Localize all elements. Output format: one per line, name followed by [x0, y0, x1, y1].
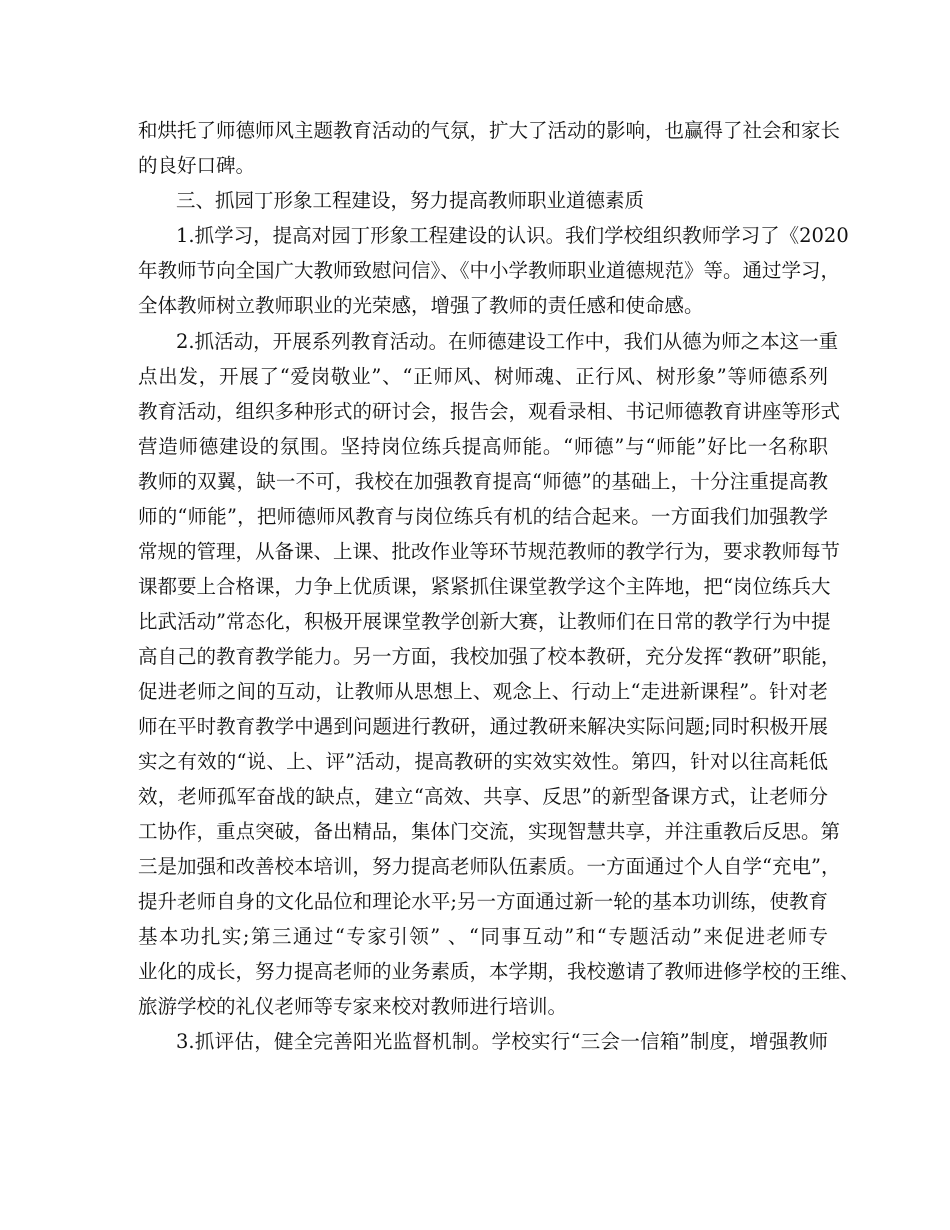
text-line: 效，老师孤军奋战的缺点，建立“高效、共享、反思”的新型备课方式，让老师分: [138, 785, 828, 808]
text-line: 教育活动，组织多种形式的研讨会，报告会，观看录相、书记师德教育讲座等形式: [138, 400, 841, 423]
text-line: 旅游学校的礼仪老师等专家来校对教师进行培训。: [138, 995, 568, 1018]
text-line: 常规的管理，从备课、上课、批改作业等环节规范教师的教学行为，要求教师每节: [138, 540, 841, 563]
text-line: 工协作，重点突破，备出精品，集体门交流，实现智慧共享，并注重教后反思。第: [138, 820, 841, 843]
text-line: 全体教师树立教师职业的光荣感，增强了教师的责任感和使命感。: [138, 294, 704, 317]
text-line: 的良好口碑。: [138, 154, 256, 177]
text-line: 业化的成长，努力提高老师的业务素质，本学期，我校邀请了教师进修学校的王维、: [138, 960, 860, 983]
text-line: 营造师德建设的氛围。坚持岗位练兵提高师能。“师德”与“师能”好比一名称职: [138, 435, 828, 458]
text-line: 实之有效的“说、上、评”活动，提高教研的实效实效性。第四，针对以往高耗低: [138, 750, 828, 773]
text-line: 高自己的教育教学能力。另一方面，我校加强了校本教研，充分发挥“教研”职能，: [138, 645, 841, 668]
text-line: 比武活动”常态化，积极开展课堂教学创新大赛，让教师们在日常的教学行为中提: [138, 610, 831, 633]
text-line: 教师的双翼，缺一不可，我校在加强教育提高“师德”的基础上，十分注重提高教: [138, 470, 828, 493]
text-line: 3.抓评估，健全完善阳光监督机制。学校实行“三会一信箱”制度，增强教师: [176, 1030, 828, 1053]
text-line: 三是加强和改善校本培训，努力提高老师队伍素质。一方面通过个人自学“充电”，: [138, 855, 841, 878]
text-line: 师的“师能”，把师德师风教育与岗位练兵有机的结合起来。一方面我们加强教学: [138, 505, 828, 528]
text-line: 和烘托了师德师风主题教育活动的气氛，扩大了活动的影响，也赢得了社会和家长: [138, 119, 841, 142]
section-heading: 三、抓园丁形象工程建设，努力提高教师职业道德素质: [176, 189, 645, 212]
text-line: 提升老师自身的文化品位和理论水平;另一方面通过新一轮的基本功训练，使教育: [138, 890, 828, 913]
text-line: 1.抓学习，提高对园丁形象工程建设的认识。我们学校组织教师学习了《2020: [176, 224, 849, 247]
text-line: 年教师节向全国广大教师致慰问信》、《中小学教师职业道德规范》等。通过学习，: [138, 259, 841, 282]
text-line: 点出发，开展了“爱岗敬业”、“正师风、树师魂、正行风、树形象”等师德系列: [138, 365, 828, 388]
text-line: 师在平时教育教学中遇到问题进行教研，通过教研来解决实际问题;同时积极开展: [138, 715, 828, 738]
text-line: 基本功扎实;第三通过“专家引领” 、“同事互动”和“专题活动”来促进老师专: [138, 925, 828, 948]
text-line: 课都要上合格课，力争上优质课，紧紧抓住课堂教学这个主阵地，把“岗位练兵大: [138, 575, 831, 598]
text-line: 2.抓活动，开展系列教育活动。在师德建设工作中，我们从德为师之本这一重: [176, 330, 839, 353]
text-line: 促进老师之间的互动，让教师从思想上、观念上、行动上“走进新课程”。针对老: [138, 680, 828, 703]
